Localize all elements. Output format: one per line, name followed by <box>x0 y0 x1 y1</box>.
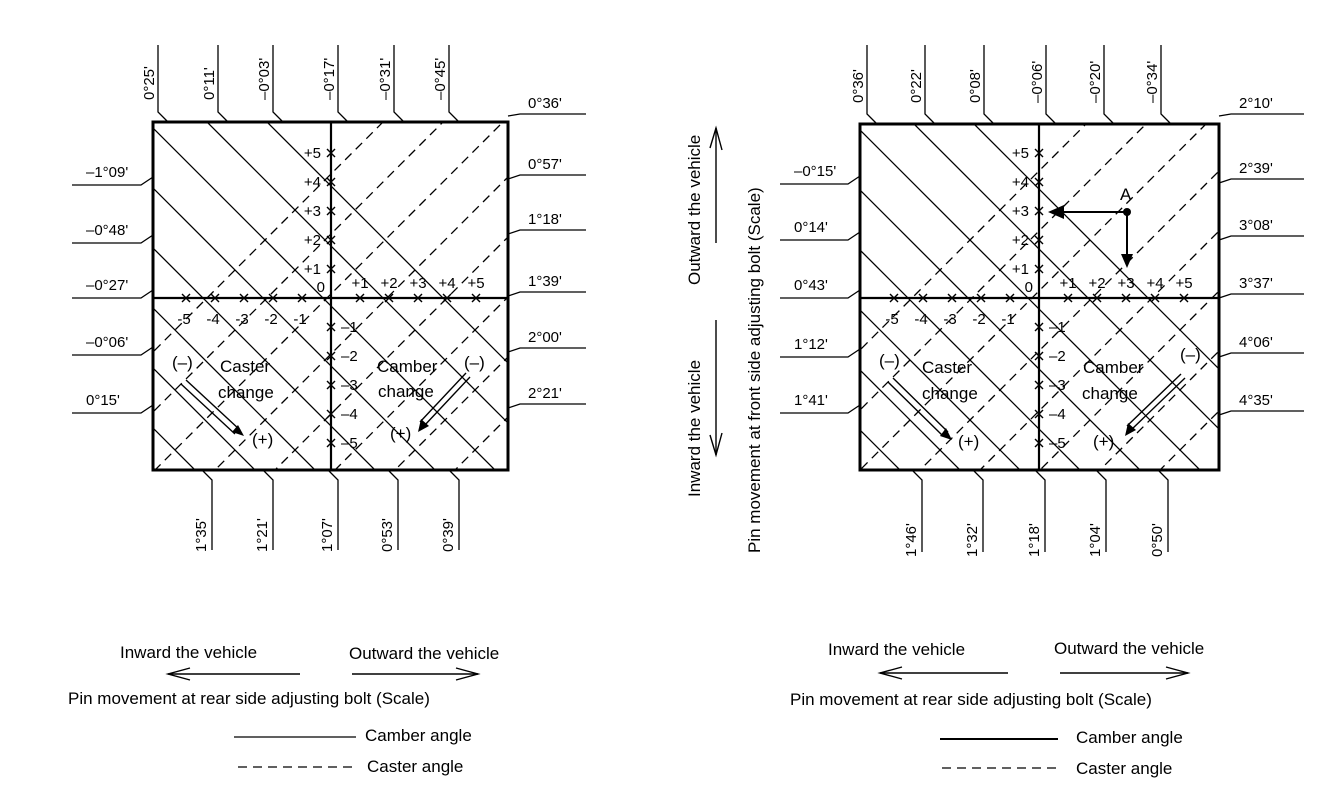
x-scale-positive: +2 <box>1088 275 1106 292</box>
top-leader <box>984 45 994 124</box>
right-leader <box>1219 179 1304 183</box>
camber-line <box>840 530 1239 790</box>
y-scale-negative: –1 <box>1049 319 1066 336</box>
caster-legend-label: Caster angle <box>367 757 464 776</box>
right-leader <box>508 175 586 179</box>
top-leader <box>1161 45 1171 124</box>
top-leader <box>1104 45 1114 124</box>
right-leader <box>508 348 586 352</box>
camber-plus-label: (+) <box>390 424 412 443</box>
bottom-angle-label: 1°35' <box>193 518 210 552</box>
right-angle-label: 2°00' <box>528 329 562 346</box>
front-scale-caption: Pin movement at front side adjusting bolt (Scale) <box>745 187 764 553</box>
x-scale-positive: +1 <box>351 275 369 292</box>
right-leader <box>1219 236 1304 240</box>
top-leader <box>449 45 459 122</box>
left-angle-label: 0°43' <box>794 277 828 294</box>
caster-change-label-2: change <box>218 383 274 402</box>
x-scale-positive: +5 <box>467 275 485 292</box>
x-scale-negative: -3 <box>235 311 249 328</box>
top-angle-label: –0°20' <box>1087 60 1104 103</box>
caster-arrow-head <box>232 425 244 436</box>
y-scale-negative: –5 <box>1049 435 1066 452</box>
camber-plus-label: (+) <box>1093 432 1115 451</box>
y-scale-negative: –1 <box>341 319 358 336</box>
left-diagram <box>72 0 586 790</box>
right-angle-label: 4°35' <box>1239 392 1273 409</box>
camber-minus-label: (–) <box>464 353 485 372</box>
right-leader <box>1219 114 1304 116</box>
bottom-angle-label: 1°32' <box>964 523 981 557</box>
right-angle-label: 2°21' <box>528 385 562 402</box>
caster-change-label-1: Caster <box>220 357 271 376</box>
y-scale-negative: –2 <box>341 348 358 365</box>
right-angle-label: 3°37' <box>1239 275 1273 292</box>
y-scale-positive: +5 <box>1011 145 1029 162</box>
caster-legend-label: Caster angle <box>1076 759 1173 778</box>
top-angle-label: 0°11' <box>201 67 218 100</box>
right-diagram <box>780 0 1304 790</box>
right-leader <box>1219 353 1304 357</box>
bottom-angle-label: 1°04' <box>1087 523 1104 557</box>
left-angle-label: –0°48' <box>86 222 129 239</box>
x-scale-negative: -1 <box>293 311 307 328</box>
top-angle-label: 0°08' <box>967 69 984 103</box>
y-scale-negative: –5 <box>341 435 358 452</box>
x-scale-positive: +4 <box>1146 275 1164 292</box>
camber-change-label-1: Camber <box>1083 358 1144 377</box>
rear-outward-label: Outward the vehicle <box>349 644 500 663</box>
left-angle-label: 1°12' <box>794 336 828 353</box>
y-scale-positive: +5 <box>303 145 321 162</box>
scale-zero: 0 <box>1024 279 1033 296</box>
rear-inward-label: Inward the vehicle <box>828 640 966 659</box>
right-angle-label: 2°39' <box>1239 160 1273 177</box>
right-angle-label: 3°08' <box>1239 217 1273 234</box>
top-leader <box>925 45 935 124</box>
y-scale-positive: +4 <box>303 174 321 191</box>
bottom-angle-label: 1°18' <box>1026 523 1043 557</box>
y-scale-positive: +4 <box>1011 174 1029 191</box>
top-angle-label: –0°45' <box>432 57 449 100</box>
y-scale-negative: –2 <box>1049 348 1066 365</box>
caster-change-label-1: Caster <box>922 358 973 377</box>
right-angle-label: 0°57' <box>528 156 562 173</box>
left-angle-label: –0°27' <box>86 277 129 294</box>
camber-arrow-head <box>418 419 429 432</box>
y-scale-positive: +1 <box>303 261 321 278</box>
top-leader <box>867 45 877 124</box>
x-scale-positive: +2 <box>380 275 398 292</box>
right-leader <box>1219 411 1304 415</box>
x-scale-negative: -3 <box>943 311 957 328</box>
y-scale-negative: –4 <box>1049 406 1066 423</box>
left-angle-label: 1°41' <box>794 392 828 409</box>
camber-change-label-2: change <box>378 382 434 401</box>
top-leader <box>158 45 168 122</box>
top-leader <box>1046 45 1056 124</box>
rear-inward-label: Inward the vehicle <box>120 643 258 662</box>
caster-plus-label: (+) <box>958 432 980 451</box>
point-a-label: A <box>1120 185 1132 204</box>
x-scale-negative: -2 <box>972 311 986 328</box>
bottom-angle-label: 0°53' <box>379 518 396 552</box>
camber-line <box>133 648 528 790</box>
bottom-angle-label: 1°46' <box>903 523 920 557</box>
top-angle-label: 0°22' <box>908 69 925 103</box>
rear-scale-caption: Pin movement at rear side adjusting bolt (Scale) <box>68 689 430 708</box>
point-a-vertical-arrow-head <box>1121 254 1133 268</box>
camber-arrow-head <box>1125 423 1136 436</box>
point-a-horizontal-arrow-head <box>1048 205 1064 219</box>
top-leader <box>338 45 348 122</box>
left-angle-label: –0°15' <box>794 163 837 180</box>
y-scale-positive: +1 <box>1011 261 1029 278</box>
y-scale-positive: +3 <box>303 203 321 220</box>
caster-plus-label: (+) <box>252 430 274 449</box>
left-angle-label: 0°15' <box>86 392 120 409</box>
bottom-angle-label: 1°07' <box>319 518 336 552</box>
y-scale-positive: +2 <box>1011 232 1029 249</box>
x-scale-positive: +1 <box>1059 275 1077 292</box>
top-angle-label: –0°17' <box>321 57 338 100</box>
caster-minus-label: (–) <box>879 351 900 370</box>
caster-minus-label: (–) <box>172 353 193 372</box>
top-angle-label: 0°36' <box>850 69 867 103</box>
y-scale-negative: –3 <box>341 377 358 394</box>
right-angle-label: 1°39' <box>528 273 562 290</box>
camber-legend-label: Camber angle <box>1076 728 1183 747</box>
x-scale-positive: +3 <box>409 275 427 292</box>
caster-arrow-head <box>940 428 952 440</box>
right-leader <box>508 292 586 296</box>
rear-scale-caption: Pin movement at rear side adjusting bolt (Scale) <box>790 690 1152 709</box>
right-leader <box>1219 294 1304 298</box>
bottom-angle-label: 1°21' <box>254 518 271 552</box>
left-angle-label: –1°09' <box>86 164 129 181</box>
scale-zero: 0 <box>316 279 325 296</box>
right-leader <box>508 404 586 408</box>
bottom-angle-label: 0°39' <box>440 518 457 552</box>
rear-outward-label: Outward the vehicle <box>1054 639 1205 658</box>
x-scale-positive: +3 <box>1117 275 1135 292</box>
camber-change-label-1: Camber <box>377 357 438 376</box>
camber-minus-label: (–) <box>1180 345 1201 364</box>
top-leader <box>273 45 283 122</box>
bottom-angle-label: 0°50' <box>1149 523 1166 557</box>
x-scale-negative: -1 <box>1001 311 1015 328</box>
top-angle-label: –0°06' <box>1029 60 1046 103</box>
right-leader <box>508 114 586 116</box>
right-angle-label: 0°36' <box>528 95 562 112</box>
y-scale-positive: +2 <box>303 232 321 249</box>
left-legend <box>68 643 499 776</box>
x-scale-negative: -5 <box>177 311 191 328</box>
top-leader <box>394 45 404 122</box>
right-angle-label: 1°18' <box>528 211 562 228</box>
right-leader <box>508 230 586 234</box>
front-inward-label: Inward the vehicle <box>685 359 704 497</box>
top-leader <box>218 45 228 122</box>
caster-change-label-2: change <box>922 384 978 403</box>
y-scale-positive: +3 <box>1011 203 1029 220</box>
x-scale-positive: +5 <box>1175 275 1193 292</box>
right-legend <box>790 639 1204 778</box>
x-scale-negative: -4 <box>914 311 928 328</box>
right-angle-label: 2°10' <box>1239 95 1273 112</box>
x-scale-negative: -4 <box>206 311 220 328</box>
top-angle-label: –0°31' <box>377 57 394 100</box>
x-scale-negative: -2 <box>264 311 278 328</box>
front-pin-movement-caption <box>685 128 764 553</box>
top-angle-label: –0°03' <box>256 57 273 100</box>
top-angle-label: 0°25' <box>141 66 158 100</box>
front-outward-label: Outward the vehicle <box>685 134 704 285</box>
camber-change-label-2: change <box>1082 384 1138 403</box>
x-scale-positive: +4 <box>438 275 456 292</box>
camber-legend-label: Camber angle <box>365 726 472 745</box>
y-scale-negative: –3 <box>1049 377 1066 394</box>
right-angle-label: 4°06' <box>1239 334 1273 351</box>
x-scale-negative: -5 <box>885 311 899 328</box>
left-angle-label: –0°06' <box>86 334 129 351</box>
left-angle-label: 0°14' <box>794 219 828 236</box>
y-scale-negative: –4 <box>341 406 358 423</box>
top-angle-label: –0°34' <box>1144 60 1161 103</box>
